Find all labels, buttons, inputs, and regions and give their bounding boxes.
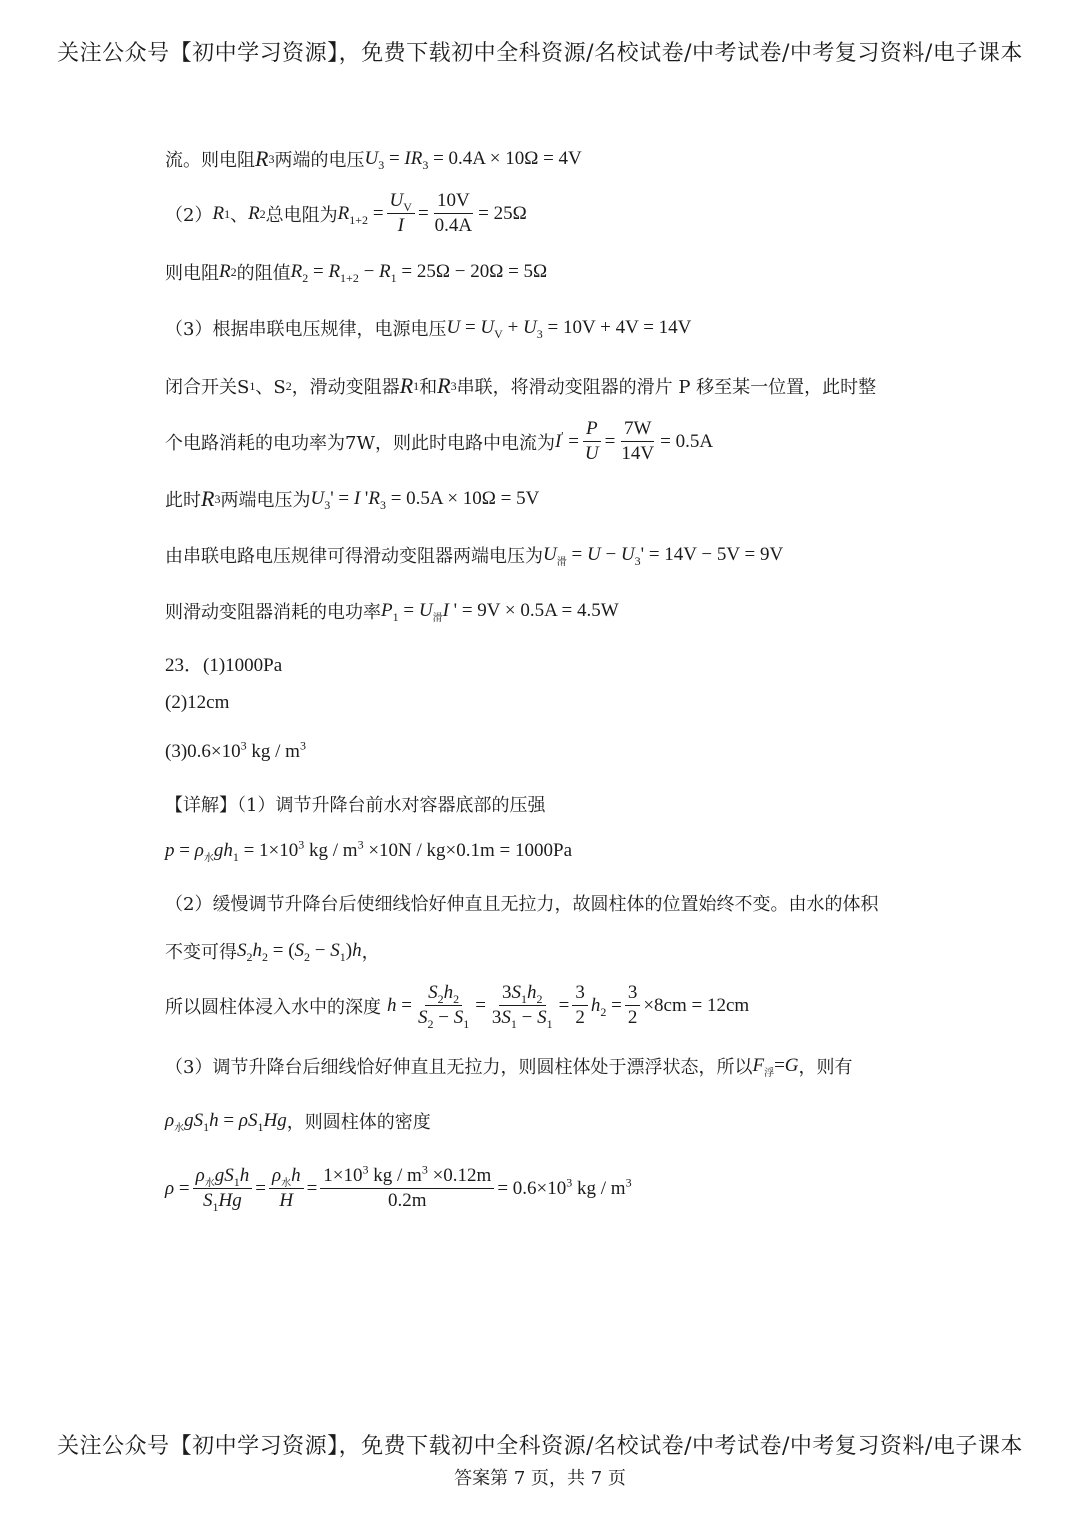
text-line: 由串联电路电压规律可得滑动变阻器两端电压为 $U_滑 = U - U_3' = 14V - 5V = 9V$ [165, 544, 784, 568]
answer-23-2: (2)12cm [165, 692, 230, 713]
fraction: $\frac{\rho_水gS_1h}{S_1Hg}$ [193, 1165, 253, 1212]
fraction: $\frac{P}{U}$ [584, 418, 599, 464]
formula-line: ρ = $\frac{\rho_水gS_1h}{S_1Hg}$ = $\frac{\rho_水h}{H}$ = $\frac{1\times 10^3 kg / m^3 \times 0.12m}{0.2m}$ = $0.6\times 10^3$ kg / $m^3$ [165, 1162, 632, 1214]
text-line: （2）缓慢调节升降台后使细线恰好伸直且无拉力，故圆柱体的位置始终不变。由水的体积 [165, 894, 879, 915]
text-line: 闭合开关S 1 、S 2 ，滑动变阻器 R 1 和 R 3 串联，将滑动变阻器的滑片 P 移至某一位置，此时整 [165, 373, 877, 398]
text-line: 则电阻 R 2 的阻值 $R_2 = R_{1+2} - R_1 = 25\Omega - 20\Omega = 5\Omega$ [165, 261, 548, 285]
fraction: $\frac{\rho_水h}{H}$ [269, 1165, 304, 1212]
text-line: （3）调节升降台后细线恰好伸直且无拉力，则圆柱体处于漂浮状态，所以 $F_浮=G$ ，则有 [165, 1055, 853, 1079]
text-line: （2） R 1 、 R 2 总电阻为 $R_{1+2}$ = $\frac{U_V}{I}$ = $\frac{10V}{0.4A}$ = 25Ω [165, 190, 527, 236]
fraction: $\frac{3}{2}$ [625, 982, 641, 1029]
text-line: $\rho_水gS_1h = \rho S_1Hg$ ，则圆柱体的密度 [165, 1110, 431, 1134]
text-line: 流。则电阻 R 3 两端的电压 $U_3 = IR_3 = 0.4A \times 10\Omega = 4V$ [165, 146, 582, 172]
header-banner: 关注公众号【初中学习资源】，免费下载初中全科资源/名校试卷/中考试卷/中考复习资料/电子课本 [57, 41, 1023, 66]
answer-23-3: (3) $0.6\times 10^3$ kg / $m^3$ [165, 738, 306, 762]
fraction: $\frac{S_2h_2}{S_2 - S_1}$ [417, 982, 470, 1031]
text-line: 不变可得 $S_2h_2 = (S_2 - S_1)h$ ， [165, 940, 380, 964]
text-line: 所以圆柱体浸入水中的深度 h = $\frac{S_2h_2}{S_2 - S_1}$ = $\frac{3S_1h_2}{3S_1 - S_1}$ = $\frac{3}{2}$ $h_2$ = $\frac{3}{2}$ ×8cm = 12cm [165, 982, 750, 1031]
fraction: $\frac{U_V}{I}$ [387, 190, 415, 237]
fraction: $\frac{3S_1h_2}{3S_1 - S_1}$ [491, 982, 553, 1031]
answer-23-1: 23．(1)1000Pa [165, 655, 283, 676]
text-line: 则滑动变阻器消耗的电功率 $P_1 = U_滑I$ ' = 9V × 0.5A = 4.5W [165, 600, 619, 624]
text-line: （3）根据串联电压规律，电源电压 $U = U_V + U_3 = 10V + 4V = 14V$ [165, 317, 692, 341]
fraction: $\frac{10V}{0.4A}$ [434, 190, 473, 236]
page-number: 答案第 7 页，共 7 页 [454, 1468, 626, 1489]
text-line: 个电路消耗的电功率为7W，则此时电路中电流为 I' = $\frac{P}{U}$ = $\frac{7W}{14V}$ = 0.5A [165, 418, 714, 464]
fraction: $\frac{7W}{14V}$ [621, 418, 655, 464]
text-line: 此时 R 3 两端电压为 $U_3' = I$ '$R_3 = 0.5A \times 10\Omega = 5V$ [165, 486, 540, 512]
formula-line: $p = \rho_水gh_1 = 1\times 10^3$ kg / $m^3 \times 10N / kg\times 0.1m = 1000Pa$ [165, 837, 573, 864]
fraction: $\frac{1\times 10^3 kg / m^3 \times 0.12m}{0.2m}$ [320, 1165, 494, 1212]
fraction: $\frac{3}{2}$ [572, 982, 588, 1029]
detail-heading: 【详解】（1）调节升降台前水对容器底部的压强 [165, 795, 546, 816]
footer-banner: 关注公众号【初中学习资源】，免费下载初中全科资源/名校试卷/中考试卷/中考复习资料/电子课本 [57, 1434, 1023, 1459]
